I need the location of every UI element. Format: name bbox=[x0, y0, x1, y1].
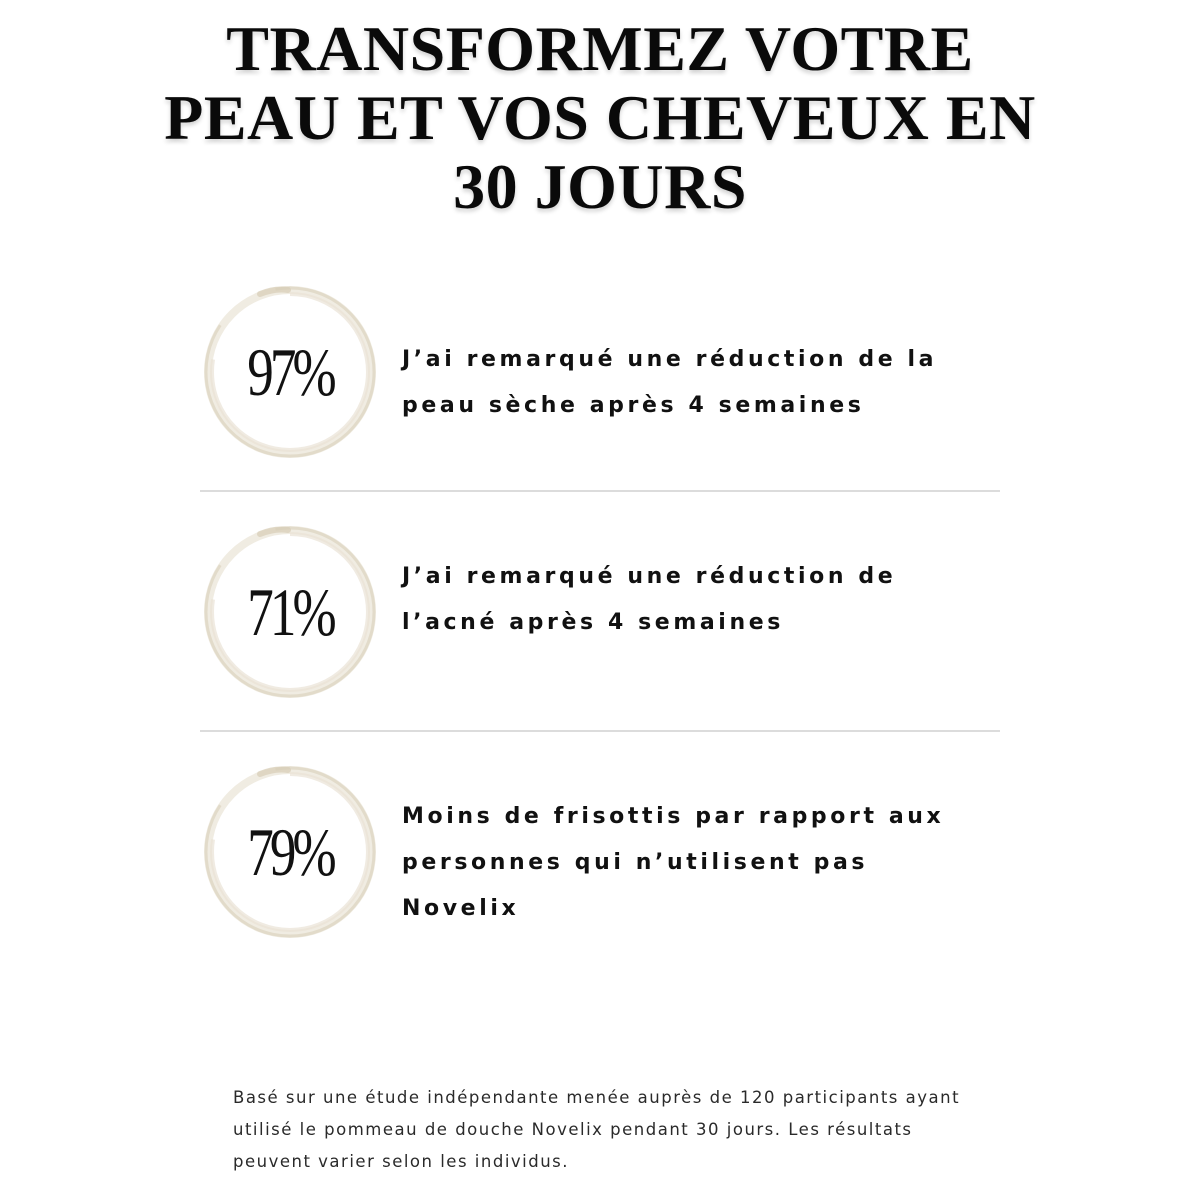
stat-item bbox=[200, 282, 1000, 462]
headline-line-1: TRANSFORMEZ VOTRE bbox=[226, 13, 974, 84]
study-footnote: Basé sur une étude indépendante menée auprès de 120 participants ayant utilisé le pommeau de douche Novelix pendant 30 jours. Les résultats peuvent varier selon les individus. bbox=[233, 1088, 961, 1171]
stat-description: J’ai remarqué une réduction de la peau sèche après 4 semaines bbox=[402, 347, 938, 418]
stat-percent: 71% bbox=[247, 574, 333, 650]
stat-item bbox=[200, 762, 1000, 942]
stat-item bbox=[200, 522, 1000, 702]
divider bbox=[200, 490, 1000, 492]
stat-description: Moins de frisottis par rapport aux personnes qui n’utilisent pas Novelix bbox=[402, 804, 945, 921]
stat-ring bbox=[200, 522, 380, 702]
stat-description: J’ai remarqué une réduction de l’acné après 4 semaines bbox=[402, 564, 897, 635]
divider bbox=[200, 730, 1000, 732]
page-headline bbox=[100, 14, 1100, 221]
headline-line-3: 30 JOURS bbox=[453, 151, 747, 222]
stat-percent: 97% bbox=[247, 334, 333, 410]
stat-percent: 79% bbox=[247, 814, 333, 890]
stat-ring bbox=[200, 282, 380, 462]
stat-ring bbox=[200, 762, 380, 942]
headline-line-2: PEAU ET VOS CHEVEUX EN bbox=[164, 82, 1036, 153]
